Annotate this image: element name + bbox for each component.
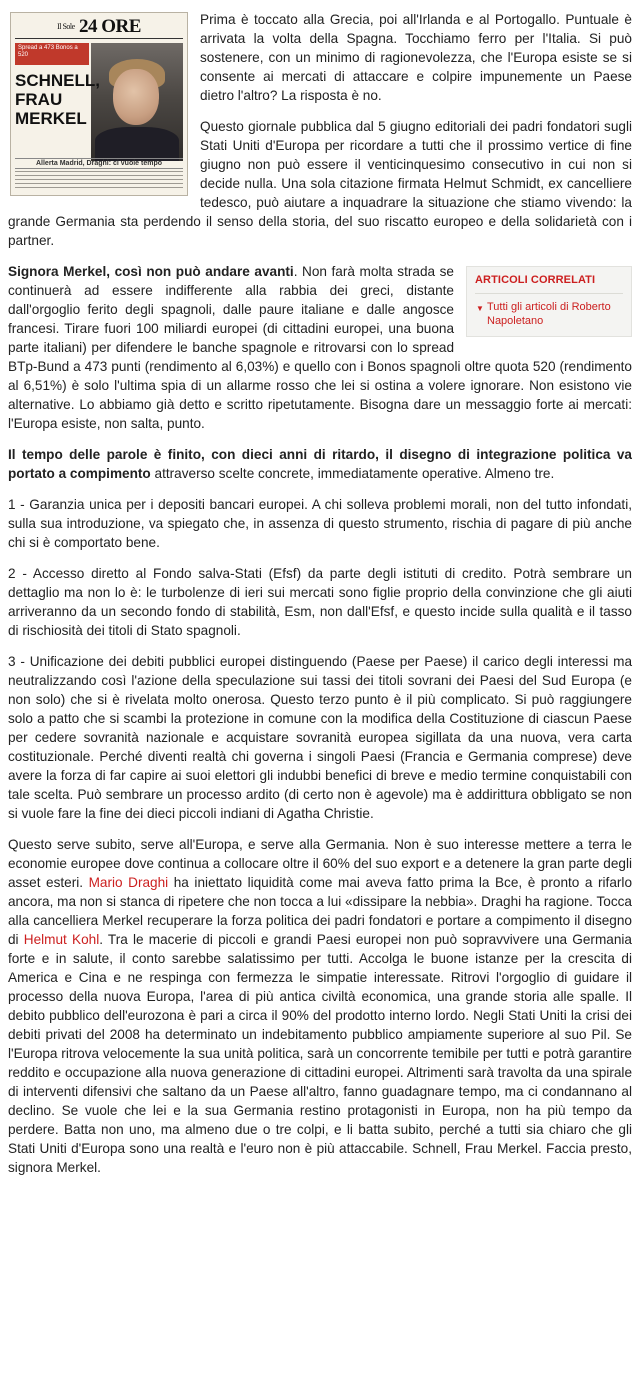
cover-subhead: Spread a 473 Bonos a 520 <box>15 43 89 65</box>
cover-masthead-title: 24 ORE <box>78 16 141 37</box>
related-article-item[interactable] <box>475 300 623 328</box>
cover-photo-shoulders <box>95 127 179 161</box>
conclusion-text-c: . Tra le macerie di piccoli e grandi Paesi europei non può sopravvivere una Germania forte e in salute, il conto sarebbe salatissimo per tutti. Accolga le buone istanze per la crescita di America e Cina e ne respinga con fermezza le simpatie interessate. Ritrovi l'orgoglio di guidare il processo della nuova Europa, l'area di più antica civiltà economica, una grande storia alle spalle. Il debito pubblico dell'eurozona è pari a circa il 90% del prodotto interno lordo. Negli Stati Uniti la crisi dei debiti privati del 2008 ha determinato un indebitamento pubblico ampiamente superiore al suo Pil. Se l'Europa ritrova velocemente la sua unità politica, sarà un concorrente temibile per tutti e potrà garantire reddito e occupazione alla nuova generazione di cittadini europei. Altrimenti sarà travolta da una spirale di interventi difensivi che saltano da un Paese all'altro, fanno guadagnare tempo, ma ci condannano al declino. Se vuole che lei e la sua Germania restino protagonisti in Europa, non ha più tempo da perdere. Batta non uno, ma almeno due o tre colpi, e li batta subito, perché a tutti sia chiaro che gli Stati Uniti d'Europa sono una realtà e l'euro non è più attaccabile. Schnell, Frau Merkel. Faccia presto, signora Merkel. <box>8 932 632 1175</box>
related-articles-box <box>466 266 632 337</box>
paragraph-point-1: 1 - Garanzia unica per i depositi bancari europei. A chi solleva problemi morali, non del tutto infondati, sulla sua introduzione, va spiegato che, in assenza di questo strumento, rischia di pagare di più anche chi si è comportato bene. <box>8 497 632 550</box>
conclusion-text-a: Questo serve subito, serve all'Europa, e serve alla Germania. Non è suo interesse mettere a terra le economie europee dove continua a collocare oltre il 60% del suo export e a detenere la gran parte degli asset esteri. <box>8 837 632 890</box>
cover-text-lines <box>15 171 183 191</box>
paragraph-conclusion <box>8 835 632 1177</box>
related-article-link[interactable]: Tutti gli articoli di Roberto Napoletano <box>487 301 611 327</box>
mario-draghi-link[interactable]: Mario Draghi <box>88 875 169 890</box>
paragraph-point-2: 2 - Accesso diretto al Fondo salva-Stati (Efsf) da parte degli istituti di credito. Potrà sembrare un dettaglio ma non lo è: le turbolenze di ieri sui mercati sono figlie proprio della convinzione che gli aiuti arriveranno da un secondo fondo di stabilità, Esm, non dall'Efsf, e questo incide sulla qualità e il tasso di rischiosità dei titoli di Stato spagnoli. <box>8 566 632 638</box>
cover-photo-face <box>113 69 159 125</box>
cover-masthead <box>15 16 183 39</box>
paragraph-point-3: 3 - Unificazione dei debiti pubblici europei distinguendo (Paese per Paese) il carico degli interessi ma neutralizzando così l'azione della speculazione sui tassi dei titoli sovrani dei Paesi del Sud Europa (e non solo) che si è rivelata molto onerosa. Questo terzo punto è il più complicato. Si può raggiungere solo a patto che si scambi la protezione in comune con la modifica della Costituzione di ciascun Paese per cedere sovranità nazionale e acquistare sovranità europea sigillata da una nuova, vera carta costituzionale. Perché diventi realtà chi governa i singoli Paesi (Francia e Germania comprese) deve avere la forza di far capire ai suoi elettori gli indubbi benefici di breve e medio termine conquistabili con tale scelta. Può sembrare un processo ardito (di certo non è agevole) ma è addirittura obbligato se non si vuole fare la fine dei dieci piccoli indiani di Agatha Christie. <box>8 654 632 821</box>
paragraph-merkel-lead: Signora Merkel, così non può andare avanti <box>8 264 294 279</box>
newspaper-cover-image <box>10 12 188 196</box>
paragraph-integration-text: attraverso scelte concrete, immediatamente operative. Almeno tre. <box>150 466 555 481</box>
paragraph-merkel-text: . Non farà molta strada se continuerà ad essere indifferente alla rabbia dei greci, distante dall'orgoglio ferito degli spagnoli, dalle paure italiane e dalle angosce francesi. Tirare fuori 100 miliardi europei (di cittadini europei, una buona parte italiani) per difendere le banche spagnole e ritrovarsi con lo spread BTp-Bund a 473 punti (rendimento al 6,03%) e quello con i Bonos spagnoli oltre quota 520 (rendimento al 6,51%) è solo l'ultima spia di un allarme rosso che lei si ostina a volere ignorare. Non esistono vie alternative. Lo abbiamo già detto e scritto ripetutamente. Bisogna dare un messaggio forte ai mercati: l'Europa esiste, non salta, punto. <box>8 264 632 431</box>
cover-bottomline: Allerta Madrid, Draghi: ci vuole tempo <box>15 158 183 169</box>
paragraph-intro: Prima è toccato alla Grecia, poi all'Irlanda e al Portogallo. Puntuale è arrivata la volta della Spagna. Tocchiamo ferro per l'Italia. Si può sostenere, con un minimo di ragionevolezza, che l'Europa esiste se si consente ai mercati di attaccare e colpire impunemente un Paese dietro l'altro? La risposta è no. <box>200 12 632 103</box>
paragraph-editorials: Questo giornale pubblica dal 5 giugno editoriali dei padri fondatori sugli Stati Uniti d'Europa per ricordare a tutti che il prossimo vertice di fine giugno non può essere il venticinquesimo consecutivo in cui non si decide nulla. Una sola citazione firmata Helmut Schmidt, ex cancelliere tedesco, può aiutare a inquadrare la situazione che stiamo vivendo: la grande Germania sta perdendo il senso della storia, del suo riscatto europeo e della solidarietà con i partner. <box>8 119 632 248</box>
helmut-kohl-link[interactable]: Helmut Kohl <box>23 932 100 947</box>
paragraph-integration-lead: Il tempo delle parole è finito, con dieci anni di ritardo, il disegno di integrazione politica va portato a compimento <box>8 447 632 481</box>
related-articles-title: ARTICOLI CORRELATI <box>475 273 623 294</box>
cover-headline: SCHNELL, FRAU MERKEL <box>15 71 100 128</box>
cover-photo <box>91 43 183 161</box>
conclusion-text-b: ha iniettato liquidità come mai aveva fatto prima la Bce, è pronto a rifarlo ancora, ma non si stanca di ripetere che non tocca a lui «dissipare la nebbia». Draghi ha ragione. Tocca alla cancelliera Merkel recuperare la forza politica dei padri fondatori e portare a compimento il disegno di <box>8 875 633 947</box>
cover-masthead-prefix: Il Sole <box>57 22 75 31</box>
paragraph-integration <box>8 445 632 483</box>
related-articles-list <box>475 300 623 328</box>
triangle-bullet-icon: ▼ <box>476 304 484 313</box>
